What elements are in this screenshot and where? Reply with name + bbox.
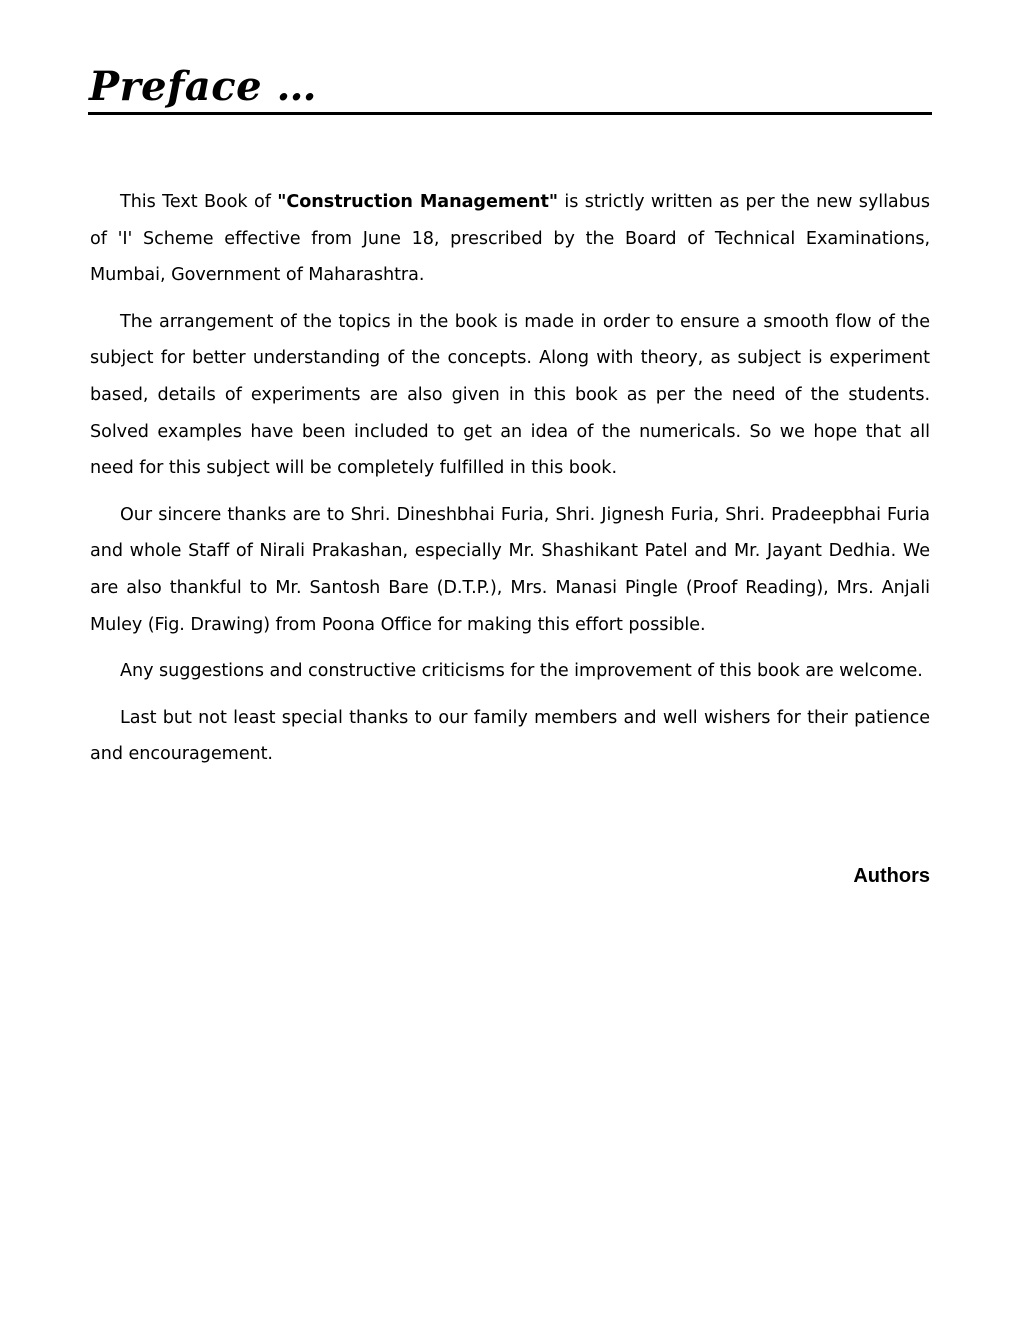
authors-signature: Authors xyxy=(853,865,930,887)
paragraph-intro-lead: This Text Book of xyxy=(120,192,278,212)
title-underline xyxy=(88,112,932,115)
paragraph-intro-rest: is strictly written as per the new syllabus of 'I' Scheme effective from June 18, prescribed by the Board of Technical Examinations, Mumbai, Government of Maharashtra. xyxy=(90,192,930,286)
paragraph-thanks: Our sincere thanks are to Shri. Dineshbhai Furia, Shri. Jignesh Furia, Shri. Pradeepbhai Furia and whole Staff of Nirali Prakashan, especially Mr. Shashikant Patel and Mr. Jayant Dedhia. We are also thankful to Mr. Santosh Bare (D.T.P.), Mrs. Manasi Pingle (Proof Reading), Mrs. Anjali Muley (Fig. Drawing) from Poona Office for making this effort possible. xyxy=(90,504,930,635)
page-title: Preface … xyxy=(89,63,317,110)
paragraph-intro xyxy=(90,184,930,294)
paragraph-arrangement: The arrangement of the topics in the book is made in order to ensure a smooth flow of the subject for better understanding of the concepts. Along with theory, as subject is experiment based, details of experiments are also given in this book as per the need of the students. Solved examples have been included to get an idea of the numericals. So we hope that all need for this subject will be completely fulfilled in this book. xyxy=(90,311,930,479)
paragraph-family-thanks: Last but not least special thanks to our family members and well wishers for their patience and encouragement. xyxy=(90,707,930,765)
book-title-emphasis: "Construction Management" xyxy=(277,192,558,212)
paragraph-suggestions: Any suggestions and constructive criticisms for the improvement of this book are welcome. xyxy=(120,661,923,682)
preface-body xyxy=(90,184,930,783)
